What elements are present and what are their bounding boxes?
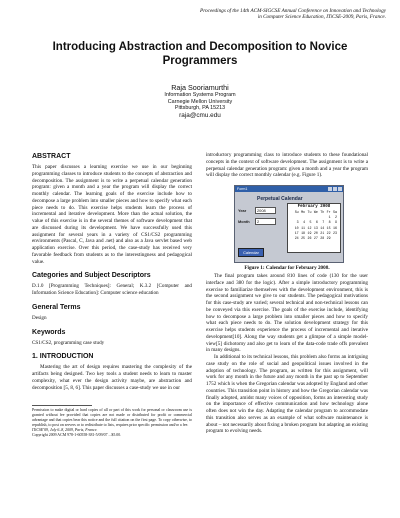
affiliation-line: Pittsburgh, PA 15213 [174, 105, 226, 112]
calendar-day: 10 [294, 225, 299, 230]
calendar-day: 20 [313, 230, 318, 235]
right-column [206, 152, 368, 435]
abstract-heading: ABSTRACT [32, 153, 71, 160]
conference-note: ITiCSE'09, July 6–8, 2009, Paris, France. [32, 427, 98, 432]
calendar-day: 19 [307, 230, 312, 235]
figure-caption: Figure 1: Calendar for February 2008. [244, 265, 330, 271]
general-terms-text: Design [32, 314, 47, 321]
copyright-note: Copyright 2009 ACM 978-1-60558-381-5/09/07 ...$5.00. [32, 432, 122, 437]
introduction-text: Mastering the art of design requires mastering the complexity of the artifacts being designed. Two key tools a student needs to learn to master complexity, what ever the design activity maybe, are abstraction and decomposition [5, 8, 6]. This paper discusses a case-study we use in our [32, 364, 192, 391]
affiliation-line: Information Systems Program [164, 92, 236, 98]
calendar-day: 25 [301, 236, 306, 241]
title-line: Introducing Abstraction and Decomposition to Novice [52, 41, 348, 53]
calendar-display [287, 203, 341, 253]
month-input[interactable]: 2 [255, 218, 276, 225]
calendar-button[interactable]: Calendar [238, 248, 264, 257]
calendar-day: 4 [303, 220, 306, 225]
year-input[interactable]: 2008 [255, 207, 276, 214]
weekday-label: Fr [326, 210, 331, 214]
calendar-day: 11 [301, 225, 306, 230]
calendar-day: 28 [320, 236, 325, 241]
calendar-day: 3 [296, 220, 299, 225]
categories-heading: Categories and Subject Descriptors [32, 272, 151, 280]
calendar-day [331, 236, 337, 241]
permission-notice: Permission to make digital or hard copies of all or part of this work for personal or classroom use is granted without fee provided that copies are not made or distributed for profit or commercial advantage and that copies bear this notice and the full citation on the first page. To copy otherwise, to republish, to post on servers or to redistribute to lists, requires prior specific permission and/or a fee. [32, 408, 192, 427]
categories-text: D.1.0 [Programming Techniques]: General; K.3.2 [Computer and Information Science Education]: Computer science education [32, 283, 192, 296]
paper-title [30, 40, 370, 68]
calendar-day: 23 [333, 230, 337, 235]
window-controls [327, 187, 342, 193]
calendar-week-row [288, 236, 340, 241]
body-paragraph: The final program takes around 810 lines of code (130 for the user interface and 380 for the logic). After a simple introductory programming exercise to familiarize themselves with the development environment, this is the second assignment we give to our students. The pedagogical motivations for this case-study are varied; several technical and non-technical lessons can be conveyed via this exercise. The goals of the exercise include, identifying how to decompose a large problem into smaller pieces and how to specify what each piece needs to do. The solution development strategy for this exercise helps students experience the process of incremental and iterative development[10]. Along the way students get a glimpse of a simple model-view[5] dichotomy and also get to learn of the data-code trade offs prevalent in many designs. [206, 273, 368, 354]
calendar-day: 17 [294, 230, 299, 235]
calendar-day: 14 [320, 225, 325, 230]
weekday-label: Tu [307, 210, 312, 214]
calendar-day: 22 [326, 230, 331, 235]
body-paragraph: In additional to its technical lessons, this problem also forms an intriguing case study on the role of social and geopolitical issues involved in the adoption of technology. The program, as written for this assignment, will work for any month in the future and any month in the past up to September 1752 which is when the Gregorian calendar was adopted by England and other countries. This transition point in history and how the Gregorian calendar was finally adopted, amidst many voices of opposition, forms an interesting study on the importance of effective communication and how technology alone often does not win the day. Adapting the calendar program to accommodate this transition also serves as an example of what software maintenance is about – not necessarily about fixing a broken program but adapting an existing program to evolving needs. [206, 354, 368, 435]
author-email[interactable]: raja@cmu.edu [179, 111, 221, 119]
author-block [100, 83, 300, 120]
header-line: Proceedings of the 14th ACM-SIGCSE Annual Conference on Innovation and Technology [200, 8, 386, 14]
maximize-icon [333, 187, 337, 191]
calendar-day: 18 [301, 230, 306, 235]
weekday-label: Sa [333, 210, 337, 214]
keywords-text: CS1/CS2, programming case study [32, 339, 105, 346]
calendar-day: 7 [322, 220, 325, 225]
weekday-label: Mo [301, 210, 306, 214]
window-title-bar [235, 186, 343, 192]
calendar-day: 12 [307, 225, 312, 230]
calendar-day: 2 [335, 215, 337, 220]
calendar-day: 26 [307, 236, 312, 241]
calendar-day: 6 [315, 220, 318, 225]
footnote-rule [32, 405, 92, 406]
calendar-day: 29 [326, 236, 331, 241]
affiliation-line: Carnegie Mellon University [167, 98, 233, 105]
left-column [32, 152, 192, 438]
header-line: in Computer Science Education, ITiCSE-2009, Paris, France. [257, 14, 386, 21]
keywords-heading: Keywords [32, 328, 66, 336]
author-name: Raja Sooriamurthi [171, 83, 229, 92]
weekday-label: We [313, 210, 318, 214]
window-title: Form1 [237, 187, 248, 191]
introduction-heading: 1. INTRODUCTION [32, 353, 94, 361]
calendar-day: 21 [320, 230, 325, 235]
app-title: Perpetual Calendar [257, 196, 303, 202]
calendar-day: 1 [328, 215, 331, 220]
intro-continued-text: introductory programming class to introduce students to these foundational concepts in the context of software development. The assignment is to write a perpetual calendar generation program: given a month and a year the program will display the correct monthly calendar (e.g. Figure 1). [206, 152, 368, 179]
month-label: Month [238, 219, 250, 224]
figure-1 [206, 183, 368, 273]
proceedings-header [86, 8, 386, 21]
calendar-app-window [234, 185, 344, 263]
calendar-day: 5 [309, 220, 312, 225]
year-label: Year [238, 208, 247, 213]
abstract-text: This paper discusses a learning exercise we use in our beginning programming classes to introduce students to the concepts of abstraction and decomposition. The assignment is to write a perpetual calendar generation program: given a month and a year the program will display the correct monthly calendar. The learning goals of the exercise include how to decompose a large problem into smaller pieces and how to specify what each piece needs to do. This exercise helps students learn the process of incremental and iterative development. More than the actual solution, the value of this exercise is in the several themes of software development that are discussed during its development. We have successfully used this assignment for several years in a variety of CS1/CS2 programming environments (Pascal, C, Java and .net) and also as a Java servlet based web application exercise. Over this period, the case-study has received very favorable feedback from students as to the interestingness and pedagogical value. [32, 164, 192, 265]
calendar-day: 9 [335, 220, 337, 225]
calendar-day: 24 [294, 236, 299, 241]
calendar-day: 16 [333, 225, 337, 230]
calendar-month-title: February 2008 [297, 205, 331, 209]
weekday-label: Su [294, 210, 299, 214]
minimize-icon [328, 187, 332, 191]
close-icon [338, 187, 342, 191]
calendar-day: 15 [326, 225, 331, 230]
title-line: Programmers [162, 55, 238, 67]
calendar-day: 27 [313, 236, 318, 241]
weekday-label: Th [320, 210, 325, 214]
calendar-day: 8 [328, 220, 331, 225]
general-terms-heading: General Terms [32, 303, 81, 311]
calendar-day: 13 [313, 225, 318, 230]
